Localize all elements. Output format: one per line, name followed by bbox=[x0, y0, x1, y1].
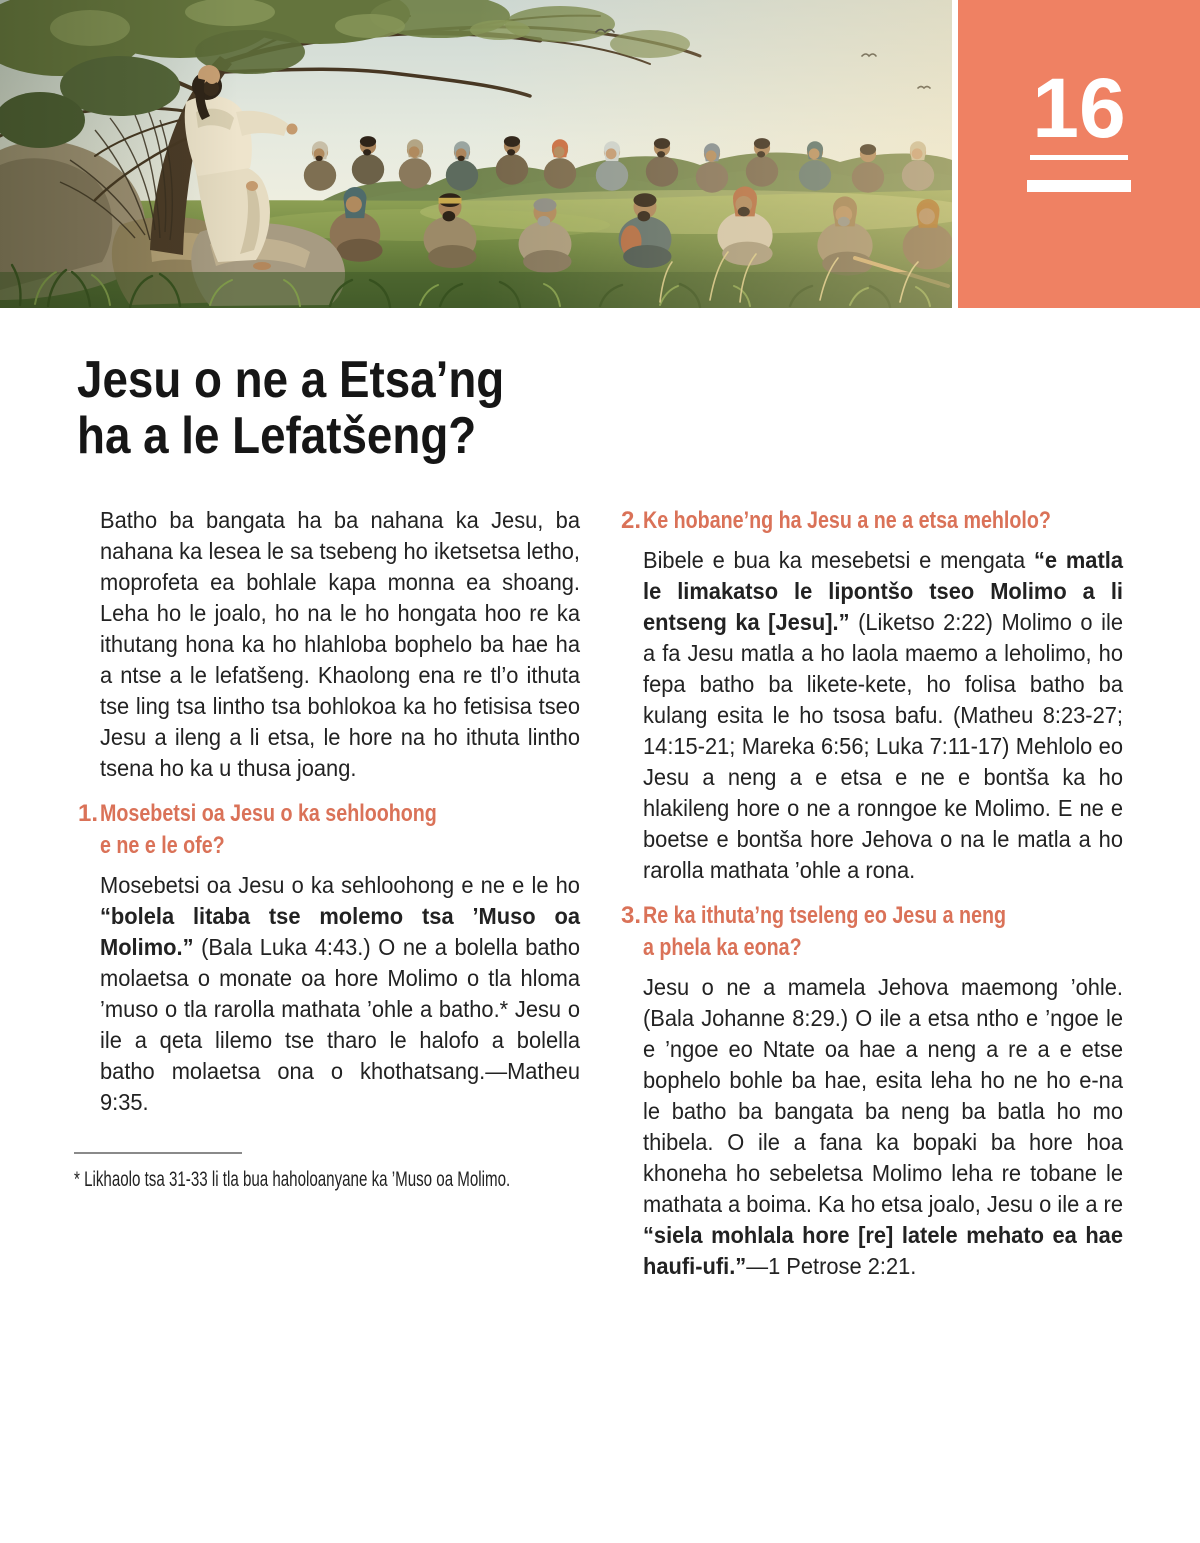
section-1-body: Mosebetsi oa Jesu o ka sehloohong e ne e le ho “bolela litaba tse molemo tsa ’Muso oa Molimo.” (Bala Luka 4:43.) O ne a bolella batho molaetsa o monate oa hore Molimo o tla hloma ’muso o tla rarolla mathata ’ohle a batho.* Jesu o ile a qeta lilemo tse tharo le halofo a bolella batho molaetsa ona o khothatsang.—Matheu 9:35. bbox=[100, 872, 580, 1115]
section-3-heading-line-2: a phela ka eona? bbox=[643, 934, 802, 961]
section-2-number: 2. bbox=[621, 507, 642, 534]
section-1-heading-line-2: e ne e le ofe? bbox=[100, 832, 225, 859]
section-1-heading-line-1: Mosebetsi oa Jesu o ka sehloohong bbox=[100, 800, 437, 827]
section-3-heading-line-1: Re ka ithuta’ng tseleng eo Jesu a neng bbox=[643, 902, 1007, 929]
page-title-line-2: ha a le Lefatšeng? bbox=[77, 407, 477, 465]
section-2 bbox=[621, 505, 1127, 886]
section-1-number: 1. bbox=[78, 800, 99, 827]
section-1-heading bbox=[78, 798, 582, 862]
footnote-rule bbox=[74, 1152, 242, 1154]
section-3-heading bbox=[621, 900, 1127, 964]
section-2-body: Bibele e bua ka mesebetsi e mengata “e matla le limakatso le lipontšo tseo Molimo a li entseng ka [Jesu].” (Liketso 2:22) Molimo o ile a fa Jesu matla a ho laola maemo a leholimo, ho fepa batho ba likete-kete, ho folisa batho ba kulang esita le ho tsosa bafu. (Matheu 8:23-27; 14:15-21; Mareka 6:56; Luka 7:11-17) Mehlolo eo Jesu a neng a e etsa e ne e bontša ka ho hlakileng hore o ne a ronngoe ke Molimo. E ne e boetse e bontša hore Jehova o na le matla a ho rarolla mathata ’ohle a rona. bbox=[643, 547, 1123, 883]
column-right bbox=[621, 505, 1127, 1282]
footnote-text: * Likhaolo tsa 31-33 li tla bua haholoanyane ka ’Muso oa Molimo. bbox=[74, 1168, 511, 1191]
page-title bbox=[77, 352, 563, 464]
section-3-number: 3. bbox=[621, 902, 642, 929]
chapter-number-bar bbox=[1027, 180, 1131, 192]
footnote bbox=[74, 1152, 582, 1193]
hero-photo-jesus-teaching-crowd bbox=[0, 0, 952, 308]
column-left bbox=[74, 505, 582, 1193]
section-2-heading bbox=[621, 505, 1127, 537]
intro-paragraph bbox=[100, 505, 582, 784]
section-3 bbox=[621, 900, 1127, 1282]
hero-photo-illustration bbox=[0, 0, 952, 308]
chapter-number-block bbox=[958, 0, 1200, 308]
intro-paragraph-text: Batho ba bangata ha ba nahana ka Jesu, ba nahana ka lesea le sa tsebeng ho iketsetsa letho, moprofeta ea bohlale kapa monna ea shoang. Leha ho le joalo, ho na le ho hongata hoo re ka ithutang hona ka ho hlahloba bophelo ba hae ha a ntse a le lefatšeng. Khaolong ena re tl’o ithuta tse ling tsa lintho tsa bohlokoa ka ho fetisisa tseo Jesu a ileng a li etsa, le hore na ho ithuta lintho tsena ho ka u thusa joang. bbox=[100, 507, 580, 781]
section-2-heading-line-1: Ke hobane’ng ha Jesu a ne a etsa mehlolo? bbox=[643, 507, 1051, 534]
section-1 bbox=[78, 798, 582, 1118]
chapter-number: 16 bbox=[1030, 66, 1127, 160]
page-title-line-1: Jesu o ne a Etsa’ng bbox=[77, 351, 505, 409]
section-3-body: Jesu o ne a mamela Jehova maemong ’ohle. (Bala Johanne 8:29.) O ile a etsa ntho e ’ngoe le e ’ngoe eo Ntate oa hae a neng a re a e etse bophelo bohle ba hae, esita leha ho ne ho e-na le batho ba bangata ba neng ba batla ho mo thibela. O ile a fana ka bopaki ba hore hoa khoneha ho sebeletsa Molimo leha re tobane le mathata a boima. Ka ho etsa joalo, Jesu o ile a re “siela mohlala hore [re] latele mehato ea hae haufi-ufi.”—1 Petrose 2:21. bbox=[643, 974, 1123, 1279]
